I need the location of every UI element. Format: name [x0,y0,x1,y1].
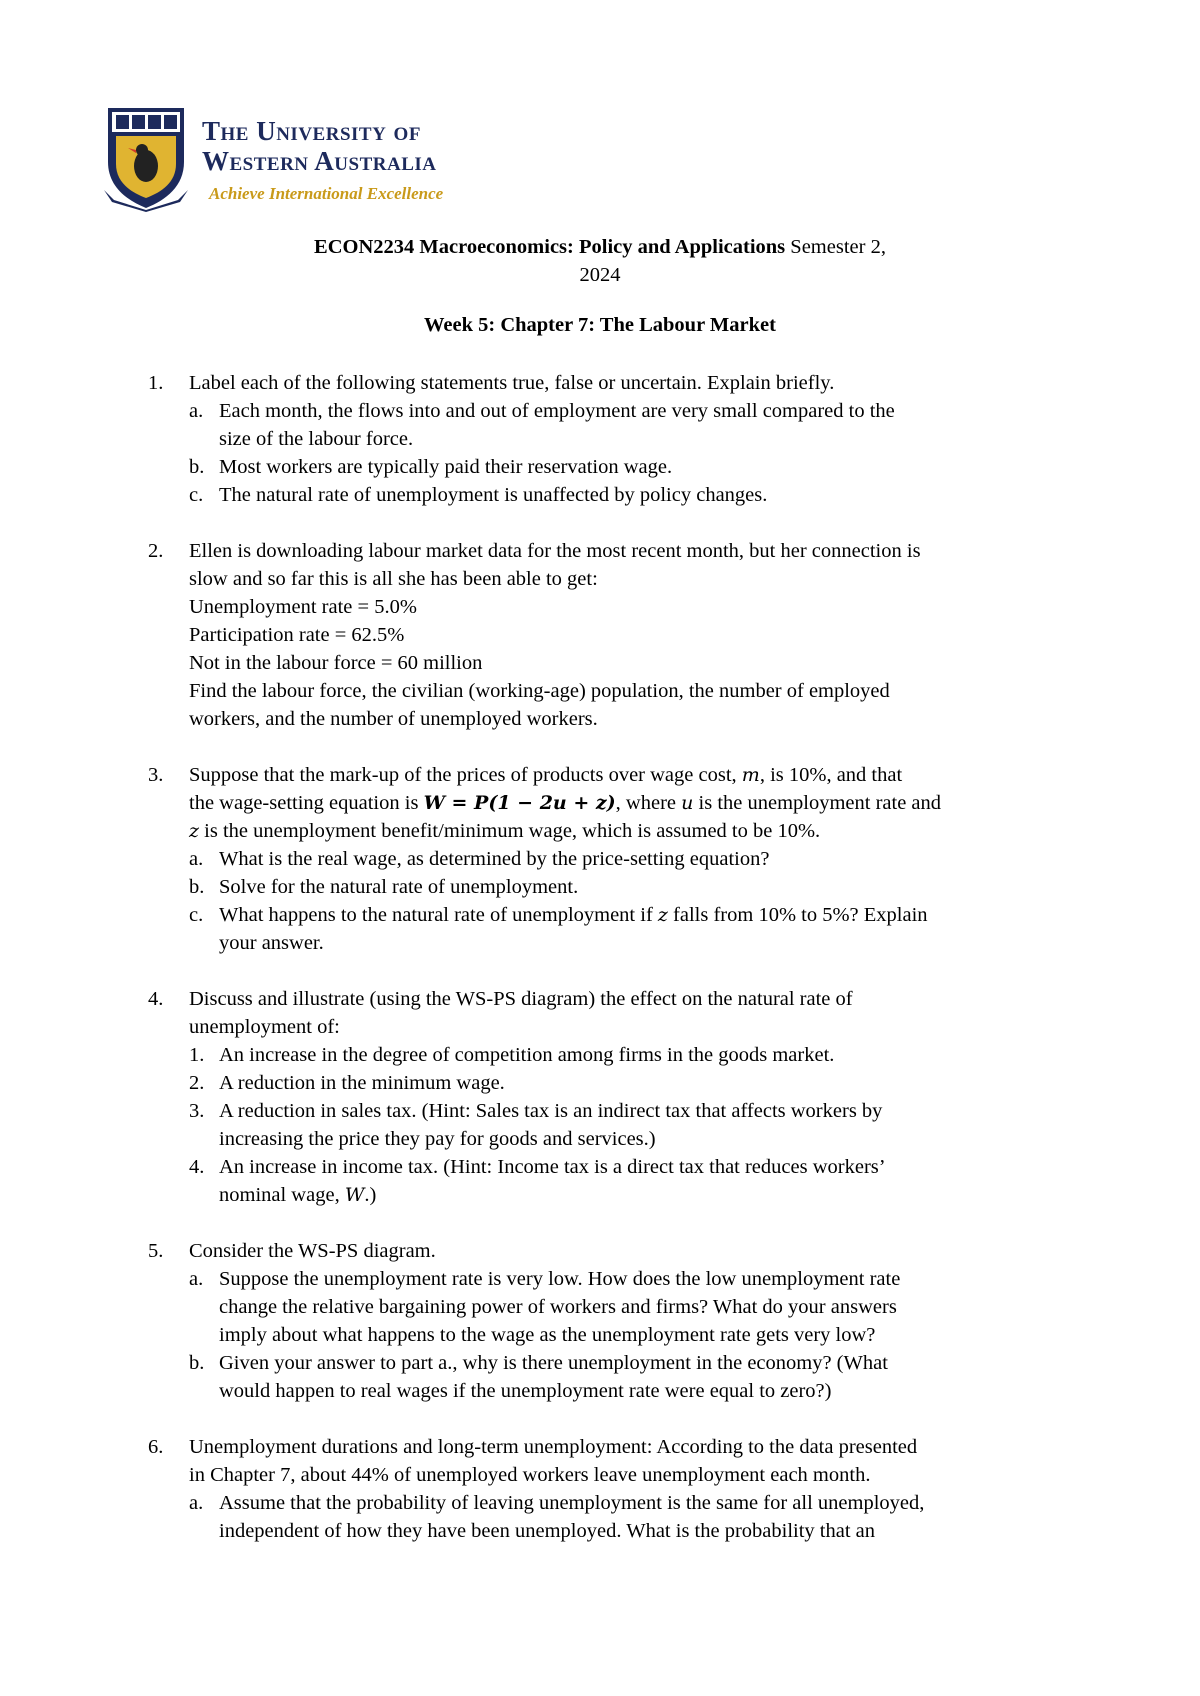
part-text: size of the labour force. [219,428,414,450]
part-text: What is the real wage, as determined by the price-setting equation? [219,848,770,870]
question-number: 5. [148,1240,164,1262]
course-title: ECON2234 Macroeconomics: Policy and Applications [314,236,786,258]
part-label: b. [189,1352,205,1374]
part-text: independent of how they have been unemployed. What is the probability that an [219,1520,876,1542]
part-text: Suppose the unemployment rate is very low. How does the low unemployment rate [219,1268,901,1290]
part-text: change the relative bargaining power of workers and firms? What do your answers [219,1296,897,1318]
item-text: A reduction in the minimum wage. [219,1072,505,1094]
question-1-part-b [189,453,1068,481]
text-run: , where [615,792,677,814]
question-4-item-2 [189,1069,1068,1097]
text-run: Suppose that the mark-up of the prices of products over wage cost, [189,764,737,786]
question-4-item-4 [189,1153,1068,1209]
question-text: Find the labour force, the civilian (working-age) population, the number of employed [189,680,890,702]
part-label: b. [189,456,205,478]
text-run: is the unemployment benefit/minimum wage, which is assumed to be 10%. [204,820,821,842]
question-number: 2. [148,540,164,562]
question-5 [148,1237,1068,1405]
question-text: in Chapter 7, about 44% of unemployed workers leave unemployment each month. [189,1464,871,1486]
question-6 [148,1433,1068,1545]
question-text: Discuss and illustrate (using the WS-PS diagram) the effect on the natural rate of [189,988,853,1010]
question-4 [148,985,1068,1209]
math-variable-m: m [741,764,760,786]
document-title [200,233,1000,289]
question-1-part-c [189,481,1068,509]
part-label: c. [189,484,204,506]
part-text: Assume that the probability of leaving unemployment is the same for all unemployed, [219,1492,925,1514]
text-run: What happens to the natural rate of unemployment if [219,904,653,926]
question-list [148,369,1068,1573]
text-run: nominal wage, [219,1184,340,1206]
part-text: Given your answer to part a., why is there unemployment in the economy? (What [219,1352,888,1374]
question-number: 6. [148,1436,164,1458]
part-text: Solve for the natural rate of unemployment. [219,876,579,898]
item-label: 3. [189,1100,205,1122]
part-text: Most workers are typically paid their reservation wage. [219,456,673,478]
text-run: the wage-setting equation is [189,792,419,814]
question-text [189,761,1068,789]
text-run: is the unemployment rate and [698,792,942,814]
part-text: imply about what happens to the wage as the unemployment rate gets very low? [219,1324,876,1346]
part-text: your answer. [219,932,324,954]
question-5-part-b [189,1349,1068,1405]
math-variable-z: z [657,904,668,926]
math-variable-z: z [189,820,200,842]
question-text: Consider the WS-PS diagram. [189,1240,436,1262]
text-run: , is 10%, and that [759,764,903,786]
university-logo [102,104,502,212]
part-label: c. [189,904,204,926]
item-text [219,1181,1068,1209]
part-text: The natural rate of unemployment is unaffected by policy changes. [219,484,768,506]
question-text [189,789,1068,817]
part-text: would happen to real wages if the unemployment rate were equal to zero?) [219,1380,832,1402]
question-2 [148,537,1068,733]
item-label: 1. [189,1044,205,1066]
question-6-part-a [189,1489,1068,1545]
question-number: 3. [148,764,164,786]
university-name-line1: The University of [202,116,421,146]
week-heading: Week 5: Chapter 7: The Labour Market [424,314,776,336]
question-text [189,817,1068,845]
semester-label: Semester 2, [790,236,886,258]
question-5-part-a [189,1265,1068,1349]
question-text: Ellen is downloading labour market data for the most recent month, but her connection is [189,540,921,562]
question-1 [148,369,1068,509]
year-label: 2024 [579,264,621,286]
question-text: slow and so far this is all she has been able to get: [189,568,598,590]
unemployment-rate-data: Unemployment rate = 5.0% [189,596,417,618]
item-label: 2. [189,1072,205,1094]
wage-setting-equation: W = P(1 − 2u + z) [423,792,616,814]
part-label: a. [189,1268,204,1290]
university-crest-icon [102,104,190,212]
university-name-line2: Western Australia [202,146,437,176]
text-run: falls from 10% to 5%? Explain [673,904,928,926]
part-label: a. [189,1492,204,1514]
question-4-item-3 [189,1097,1068,1153]
part-text [219,901,1068,929]
university-motto: Achieve International Excellence [209,184,444,203]
item-label: 4. [189,1156,205,1178]
text-run: .) [364,1184,377,1206]
question-3-part-b [189,873,1068,901]
university-name [202,116,582,176]
question-text: Label each of the following statements true, false or uncertain. Explain briefly. [189,372,835,394]
question-3-part-a [189,845,1068,873]
question-1-part-a [189,397,1068,453]
item-text: An increase in the degree of competition among firms in the goods market. [219,1044,835,1066]
question-text: Unemployment durations and long-term unemployment: According to the data presented [189,1436,918,1458]
question-number: 1. [148,372,164,394]
question-4-item-1 [189,1041,1068,1069]
question-number: 4. [148,988,164,1010]
math-variable-w: W [344,1184,365,1206]
item-text: A reduction in sales tax. (Hint: Sales tax is an indirect tax that affects workers by [219,1100,883,1122]
math-variable-u: u [681,792,694,814]
part-label: a. [189,848,204,870]
question-text: workers, and the number of unemployed workers. [189,708,598,730]
not-in-labour-force-data: Not in the labour force = 60 million [189,652,483,674]
question-3 [148,761,1068,957]
question-text: unemployment of: [189,1016,340,1038]
part-text: Each month, the flows into and out of employment are very small compared to the [219,400,895,422]
part-label: b. [189,876,205,898]
question-3-part-c [189,901,1068,957]
item-text: increasing the price they pay for goods and services.) [219,1128,656,1150]
participation-rate-data: Participation rate = 62.5% [189,624,405,646]
part-label: a. [189,400,204,422]
item-text: An increase in income tax. (Hint: Income tax is a direct tax that reduces workers’ [219,1156,886,1178]
